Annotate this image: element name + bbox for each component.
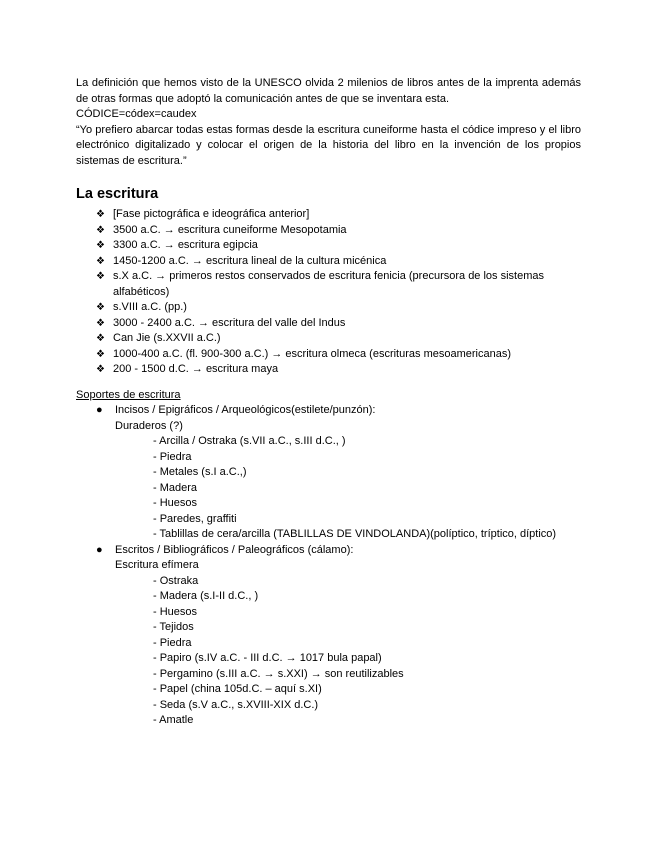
soporte-group [96, 543, 581, 729]
list-item [96, 238, 581, 254]
soporte-group [96, 403, 581, 543]
material-line: - Papiro (s.IV a.C. - III d.C. → 1017 bula papal) [153, 652, 382, 664]
diamond-bullet-icon: ❖ [96, 364, 105, 375]
material-line: - Madera [153, 481, 198, 494]
codice-line: CÓDICE=códex=caudex [76, 108, 197, 120]
material-line: - Pergamino (s.III a.C. → s.XXI) → son reutilizables [153, 667, 404, 680]
list-item-text: 3300 a.C. → escritura egipcia [113, 239, 258, 251]
list-item [96, 269, 581, 300]
material-line: - Amatle [153, 714, 194, 726]
material-line: - Huesos [153, 605, 198, 618]
diamond-bullet-icon: ❖ [96, 317, 105, 329]
material-line: - Huesos [153, 497, 198, 509]
list-item [96, 316, 581, 332]
material-line: - Metales (s.I a.C.,) [153, 466, 247, 478]
list-item [96, 331, 581, 347]
material-line: - Papel (china 105d.C. – aquí s.XI) [153, 683, 322, 695]
material-line: - Paredes, graffiti [153, 512, 237, 525]
material-line: - Madera (s.I-II d.C., ) [153, 590, 259, 602]
soporte-material-list [115, 434, 581, 543]
material-line: - Tejidos [153, 621, 194, 633]
material-line: - Seda (s.V a.C., s.XVIII-XIX d.C.) [153, 698, 319, 711]
material-line: - Ostraka [153, 574, 199, 587]
list-item-text: 3500 a.C. → escritura cuneiforme Mesopotamia [113, 223, 347, 236]
material-line: - Piedra [153, 636, 192, 649]
diamond-bullet-icon: ❖ [96, 348, 105, 360]
soporte-group-label: Incisos / Epigráficos / Arqueológicos(estilete/punzón): [115, 404, 376, 416]
soporte-group-sublabel: Duraderos (?) [115, 419, 183, 432]
list-item [96, 207, 581, 223]
material-line: - Tablillas de cera/arcilla (TABLILLAS DE VINDOLANDA)(políptico, tríptico, díptico) [153, 528, 557, 540]
list-item-text: 200 - 1500 d.C. → escritura maya [113, 363, 279, 375]
quote-paragraph: “Yo prefiero abarcar todas estas formas desde la escritura cuneiforme hasta el códice impreso y el libro electrónico digitalizado y colocar el origen de la historia del libro en la invención de los propios sistemas de escritura.” [76, 123, 581, 167]
list-item-text: Can Jie (s.XXVII a.C.) [113, 332, 221, 344]
dot-bullet-icon: ● [96, 543, 103, 556]
list-item-text: s.X a.C. → primeros restos conservados de escritura fenicia (precursora de los sistemas alfabéticos) [113, 270, 544, 298]
diamond-bullet-icon: ❖ [96, 271, 105, 282]
list-item [96, 300, 581, 316]
list-item [96, 223, 581, 239]
list-item-text: [Fase pictográfica e ideográfica anterior] [113, 208, 310, 220]
escritura-list [76, 207, 581, 378]
dot-bullet-icon: ● [96, 404, 103, 416]
soporte-group-sublabel: Escritura efímera [115, 559, 199, 571]
list-item-text: 1450-1200 a.C. → escritura lineal de la cultura micénica [113, 254, 387, 267]
list-item [96, 254, 581, 270]
diamond-bullet-icon: ❖ [96, 209, 105, 220]
soportes-title: Soportes de escritura [76, 388, 181, 401]
soporte-material-list [115, 574, 581, 729]
list-item [96, 362, 581, 378]
document-page [76, 76, 581, 729]
diamond-bullet-icon: ❖ [96, 302, 105, 313]
diamond-bullet-icon: ❖ [96, 224, 105, 236]
material-line: - Piedra [153, 450, 192, 463]
list-item-text: 3000 - 2400 a.C. → escritura del valle del Indus [113, 316, 346, 329]
list-item-text: s.VIII a.C. (pp.) [113, 301, 187, 313]
soporte-group-label: Escritos / Bibliográficos / Paleográficos (cálamo): [115, 543, 354, 556]
list-item [96, 347, 581, 363]
soportes-list [76, 403, 581, 729]
material-line: - Arcilla / Ostraka (s.VII a.C., s.III d.C., ) [153, 435, 346, 447]
diamond-bullet-icon: ❖ [96, 255, 105, 267]
diamond-bullet-icon: ❖ [96, 240, 105, 251]
diamond-bullet-icon: ❖ [96, 333, 105, 344]
section-heading-escritura: La escritura [76, 186, 159, 202]
intro-paragraph: La definición que hemos visto de la UNESCO olvida 2 milenios de libros antes de la imprenta además de otras formas que adoptó la comunicación antes de que se inventara esta. [76, 77, 581, 105]
list-item-text: 1000-400 a.C. (fl. 900-300 a.C.) → escritura olmeca (escrituras mesoamericanas) [113, 347, 511, 360]
